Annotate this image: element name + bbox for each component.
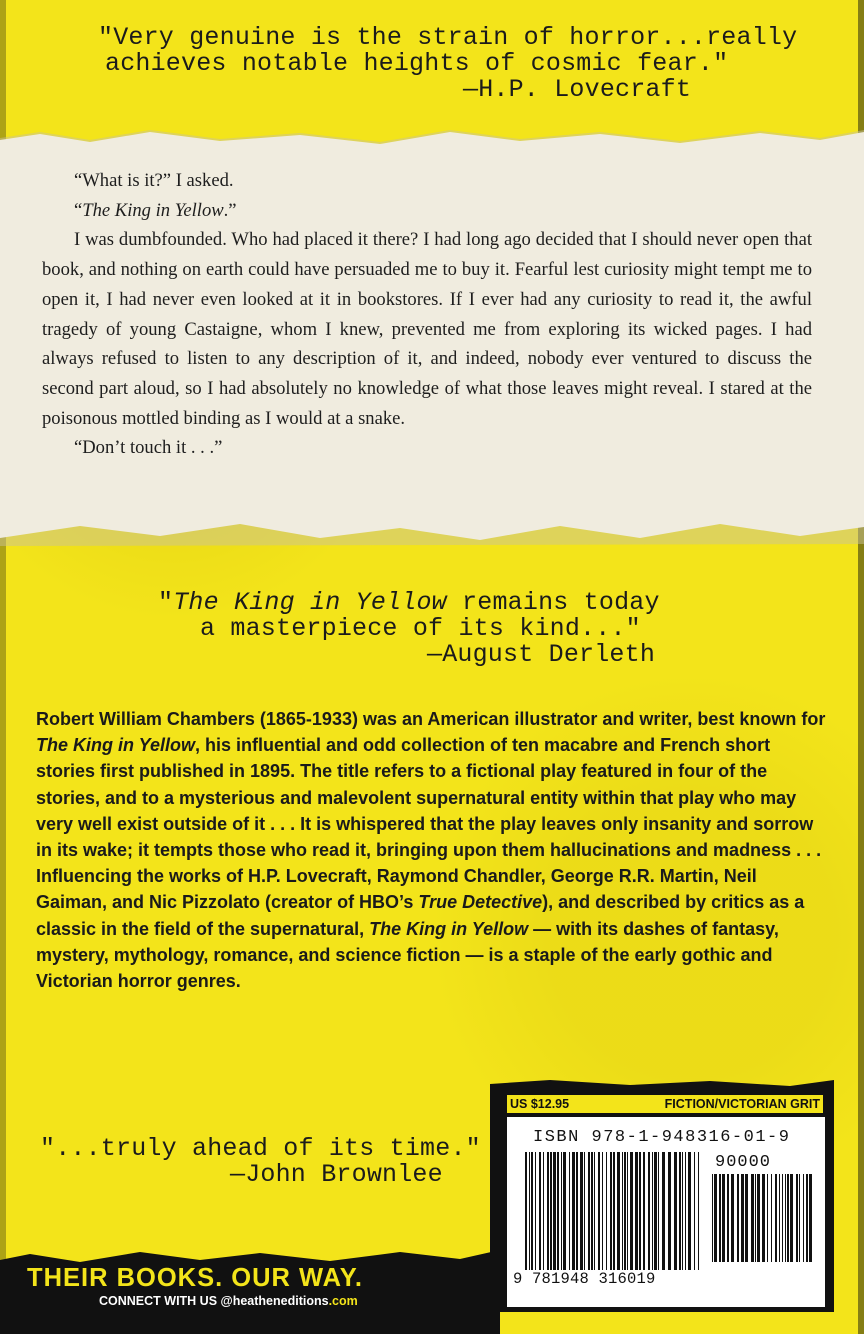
excerpt-paragraph-1: “What is it?” I asked. <box>74 170 234 191</box>
derleth-quote-line1 <box>158 589 660 616</box>
bio-text-2: , his influential and odd collection of ten macabre and French short stories first published in 1895. The title refers to a fictional play featured in four of the stories, and to a mysterious and malevolent supernatural entity within that play who may very well exist outside of it . . . It is whispered that the play leaves only insanity and sorrow in its wake; it tempts those who read it, bringing upon them hallucinations and madness . . . Influencing the works of H.P. Lovecraft, Raymond Chandler, George R.R. Martin, Neil Gaiman, and Nic Pizzolato (creator of HBO’s <box>36 735 822 913</box>
derleth-quote-rest: remains today <box>446 588 660 617</box>
publisher-slogan: THEIR BOOKS. OUR WAY. <box>27 1264 364 1292</box>
excerpt-open-quote: “ <box>74 199 83 221</box>
derleth-attribution: —August Derleth <box>427 640 656 669</box>
bio-title-1: The King in Yellow <box>36 735 196 756</box>
brownlee-quote: "...truly ahead of its time." <box>40 1134 481 1163</box>
author-bio <box>36 706 828 994</box>
bio-title-3: The King in Yellow <box>369 918 529 939</box>
author-name: Robert William Chambers <box>36 709 255 729</box>
book-excerpt <box>42 166 812 463</box>
lovecraft-attribution: —H.P. Lovecraft <box>463 75 692 104</box>
isbn-number: ISBN 978-1-948316-01-9 <box>533 1128 791 1147</box>
connect-prefix: CONNECT WITH US <box>99 1294 221 1308</box>
excerpt-close-quote: .” <box>223 199 237 221</box>
excerpt-paragraph-2 <box>42 196 812 226</box>
derleth-open-quote: " <box>158 588 174 617</box>
bio-title-2: True Detective <box>418 892 543 913</box>
addon-barcode-icon <box>712 1174 812 1264</box>
lovecraft-quote-line1: "Very genuine is the strain of horror...really <box>98 23 798 52</box>
addon-price-code: 90000 <box>715 1153 772 1172</box>
connect-line <box>99 1294 358 1308</box>
bio-text-3: ), and described by critics as a classic in the field of the supernatural, <box>36 892 805 939</box>
excerpt-paragraph-4: “Don’t touch it . . .” <box>74 437 223 459</box>
brownlee-attribution: —John Brownlee <box>230 1160 443 1189</box>
derleth-quote-title: The King in Yellow <box>173 588 447 617</box>
price-category-row <box>507 1095 823 1113</box>
lovecraft-quote-line2: achieves notable heights of cosmic fear." <box>105 49 729 78</box>
derleth-quote-line2: a masterpiece of its kind..." <box>200 614 641 643</box>
excerpt-paragraph-3: I was dumbfounded. Who had placed it there? I had long ago decided that I should never open that book, and nothing on earth could have persuaded me to buy it. Fearful lest curiosity might tempt me to open it, I had never even looked at it in bookstores. If I ever had any curiosity to read it, the awful tragedy of young Castaigne, whom I knew, prevented me from exploring its wicked pages. I had always refused to listen to any description of it, and indeed, nobody ever ventured to discuss the second part aloud, so I had absolutely no knowledge of what those leaves might reveal. I stared at the poisonous mottled binding as I would at a snake. <box>42 229 812 429</box>
bio-text-1: (1865-1933) was an American illustrator and writer, best known for <box>254 709 826 729</box>
ean-number: 9 781948 316019 <box>513 1270 656 1288</box>
price-label: US $12.95 <box>510 1097 570 1111</box>
category-label: FICTION/VICTORIAN GRIT <box>664 1097 820 1111</box>
ean-barcode-icon <box>525 1152 701 1272</box>
excerpt-title: The King in Yellow <box>82 199 224 221</box>
social-handle[interactable]: @heatheneditions <box>220 1294 329 1308</box>
bio-text-4: — with its dashes of fantasy, mystery, mythology, romance, and science fiction — is a staple of the early gothic and Victorian horror genres. <box>36 918 779 992</box>
social-domain[interactable]: .com <box>328 1294 358 1308</box>
